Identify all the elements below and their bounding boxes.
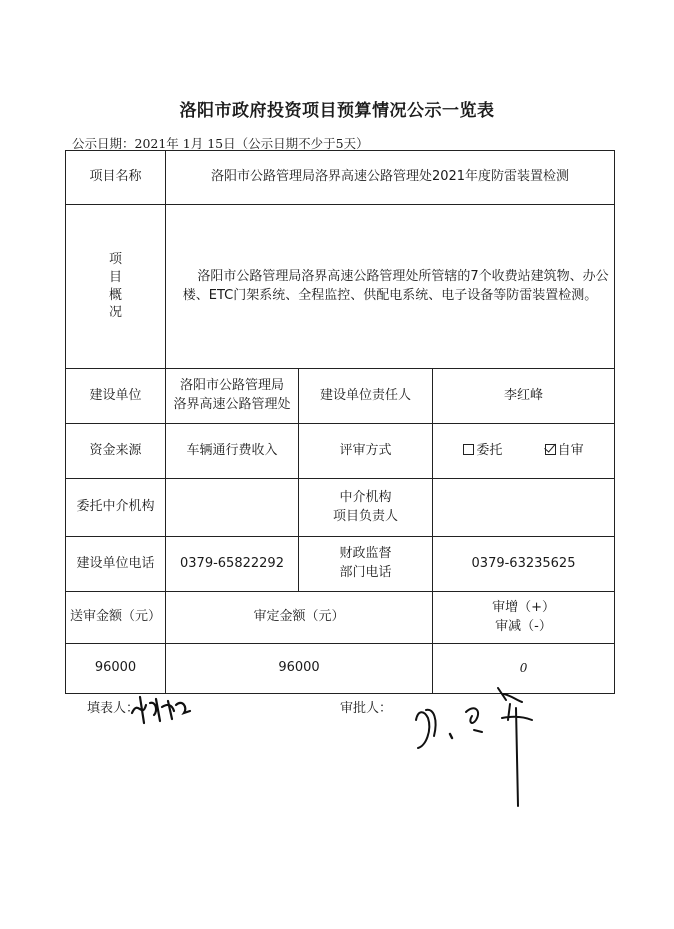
publication-date: 公示日期：2021年 1月 15日（公示日期不少于5天） [72,136,369,151]
review-method-options [433,424,615,479]
diff-decrease-label: 审减（-） [495,618,552,634]
budget-table [65,150,615,694]
construction-unit-row [66,369,615,424]
approved-amount-value: 96000 [166,644,433,694]
agency-owner-label-line2: 项目负责人 [332,508,398,524]
overview-label-char: 概 [108,287,122,303]
entrust-checkbox[interactable] [463,444,474,455]
construction-unit-line1: 洛阳市公路管理局 [179,378,284,394]
overview-row [66,205,615,369]
self-review-checkbox[interactable] [545,444,556,455]
overview-label-char: 况 [108,305,122,321]
funding-row [66,424,615,479]
unit-phone-value: 0379-65822292 [166,537,299,592]
agency-value [166,479,299,537]
review-method-label: 评审方式 [299,424,433,479]
approver-label: 审批人： [340,701,393,716]
page-title: 洛阳市政府投资项目预算情况公示一览表 [179,101,495,121]
filler-signature [128,693,198,725]
diff-amount-label [433,592,615,644]
overview-label-char: 项 [108,252,122,268]
option-entrust[interactable] [463,443,506,458]
submitted-amount-value: 96000 [66,644,166,694]
project-name-label: 项目名称 [66,151,166,205]
amount-header-row [66,592,615,644]
option-self[interactable] [545,443,584,458]
agency-owner-label [299,479,433,537]
project-name-value: 洛阳市公路管理局洛界高速公路管理处2021年度防雷装置检测 [166,151,615,205]
overview-label-char: 目 [108,269,122,285]
project-name-row [66,151,615,205]
agency-owner-label-line1: 中介机构 [339,489,392,505]
entrust-label: 委托 [476,442,503,458]
construction-unit-line2: 洛界高速公路管理处 [173,397,291,412]
finance-phone-label-line2: 部门电话 [339,565,392,580]
unit-owner-value: 李红峰 [433,369,615,424]
finance-phone-label-line1: 财政监督 [339,546,392,562]
unit-phone-label: 建设单位电话 [66,537,166,592]
construction-unit-label: 建设单位 [66,369,166,424]
overview-text: 洛阳市公路管理局洛界高速公路管理处所管辖的7个收费站建筑物、办公楼、ETC门架系统、全程监控、供配电系统、电子设备等防雷装置检测。 [166,205,615,369]
submitted-amount-label: 送审金额（元） [66,592,166,644]
approved-amount-label: 审定金额（元） [166,592,433,644]
diff-amount-value: 0 [433,644,615,694]
agency-owner-value [433,479,615,537]
finance-phone-label [299,537,433,592]
construction-unit-value [166,369,299,424]
overview-label [66,205,166,369]
filler-label: 填表人： [87,701,140,716]
self-review-label: 自审 [557,442,584,458]
funding-label: 资金来源 [66,424,166,479]
funding-value: 车辆通行费收入 [166,424,299,479]
agency-row [66,479,615,537]
approver-signature [412,680,542,810]
finance-phone-value: 0379-63235625 [433,537,615,592]
diff-increase-label: 审增（+） [492,599,555,615]
unit-owner-label: 建设单位责任人 [299,369,433,424]
phone-row [66,537,615,592]
agency-label: 委托中介机构 [66,479,166,537]
